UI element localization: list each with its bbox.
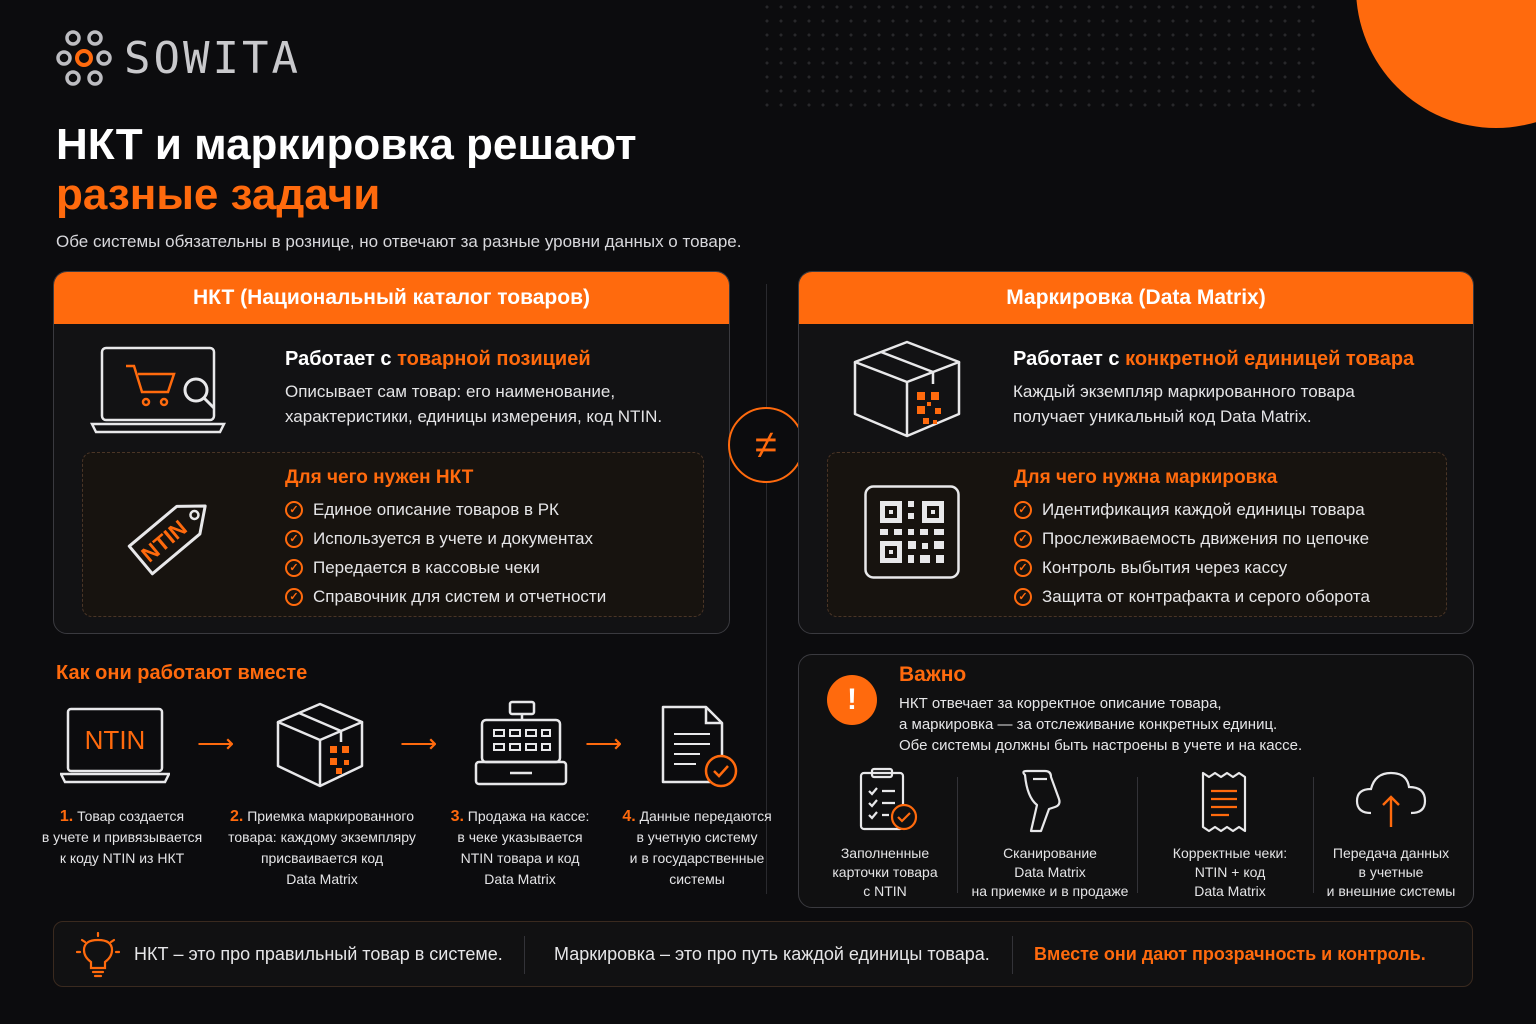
marking-desc-line2: получает уникальный код Data Matrix.	[1013, 407, 1312, 426]
page-title-line2: разные задачи	[56, 170, 381, 219]
step-1: 1. Товар создается в учете и привязывается к коду NTIN из НКТ	[41, 808, 203, 866]
footer-bar	[53, 921, 1473, 987]
footer-text-1: НКТ – это про правильный товар в системе.	[134, 944, 503, 964]
nkt-card	[53, 271, 730, 634]
divider	[1012, 936, 1013, 974]
ntin-tag-icon	[121, 481, 225, 585]
marking-heading-highlight: конкретной единицей товара	[1125, 348, 1415, 370]
marking-purpose-list	[1014, 495, 1370, 611]
check-icon: ✓	[1014, 530, 1032, 548]
important-item-2: Сканирование Data Matrix на приемке и в продаже	[971, 845, 1129, 899]
list-item: ✓ Справочник для систем и отчетности	[285, 582, 606, 611]
nkt-heading	[285, 348, 591, 371]
together-title: Как они работают вместе	[56, 662, 308, 684]
arrow-right-icon: ⟶	[585, 728, 623, 758]
marking-description	[1013, 379, 1355, 429]
important-item-3: Корректные чеки: NTIN + код Data Matrix	[1172, 845, 1288, 899]
laptop-ntin-icon	[60, 706, 170, 786]
not-equal-icon: ≠	[728, 407, 804, 483]
nkt-purpose-title: Для чего нужен НКТ	[285, 467, 474, 488]
marking-card	[798, 271, 1474, 634]
nkt-desc-line1: Описывает сам товар: его наименование,	[285, 382, 616, 401]
footer-text-3: Вместе они дают прозрачность и контроль.	[1034, 944, 1426, 964]
nkt-heading-prefix: Работает с	[285, 348, 398, 370]
receipt-icon	[1199, 769, 1249, 835]
cloud-upload-icon	[1353, 769, 1429, 831]
nkt-desc-line2: характеристики, единицы измерения, код NTIN.	[285, 407, 663, 426]
list-item: ✓ Используется в учете и документах	[285, 524, 606, 553]
list-item: ✓ Защита от контрафакта и серого оборота	[1014, 582, 1370, 611]
document-check-icon	[660, 704, 740, 790]
brand-name: SOWITA	[124, 32, 301, 84]
marking-card-header: Маркировка (Data Matrix)	[799, 272, 1473, 324]
nkt-purpose-list	[285, 495, 606, 611]
important-item-1: Заполненные карточки товара с NTIN	[832, 845, 938, 899]
check-icon: ✓	[285, 559, 303, 577]
important-card	[798, 654, 1474, 908]
marking-heading	[1013, 348, 1414, 371]
divider-line	[766, 284, 767, 894]
logo-icon	[56, 28, 112, 88]
laptop-cart-icon	[90, 344, 226, 436]
step-3: 3. Продажа на кассе: в чеке указывается NTIN товара и код Data Matrix	[450, 808, 590, 887]
exclamation-icon: !	[827, 675, 877, 725]
cash-register-icon	[474, 700, 568, 788]
ntin-tag-label: NTIN	[136, 515, 192, 568]
clipboard-check-icon	[857, 767, 919, 833]
important-text: НКТ отвечает за корректное описание товара, а маркировка — за отслеживание конкретных единиц. Обе системы должны быть настроены в учете и на кассе.	[899, 695, 1303, 754]
arrow-right-icon: ⟶	[197, 728, 235, 758]
check-icon: ✓	[1014, 559, 1032, 577]
footer-text-2: Маркировка – это про путь каждой единицы товара.	[554, 944, 990, 964]
scanner-icon	[1019, 769, 1071, 835]
arrow-right-icon: ⟶	[400, 728, 438, 758]
page-title-line1: НКТ и маркировка решают	[56, 120, 637, 169]
nkt-heading-highlight: товарной позицией	[397, 348, 591, 370]
nkt-purpose-box	[82, 452, 704, 617]
list-item: ✓ Идентификация каждой единицы товара	[1014, 495, 1370, 524]
check-icon: ✓	[285, 588, 303, 606]
box-icon	[272, 700, 368, 790]
marking-desc-line1: Каждый экземпляр маркированного товара	[1013, 382, 1355, 401]
logo	[56, 28, 301, 88]
laptop-ntin-label: NTIN	[84, 725, 146, 755]
nkt-description	[285, 379, 662, 429]
check-icon: ✓	[285, 501, 303, 519]
nkt-card-header: НКТ (Национальный каталог товаров)	[54, 272, 729, 324]
check-icon: ✓	[1014, 501, 1032, 519]
list-item: ✓ Контроль выбытия через кассу	[1014, 553, 1370, 582]
list-item: ✓ Единое описание товаров в РК	[285, 495, 606, 524]
marking-purpose-title: Для чего нужна маркировка	[1014, 467, 1278, 488]
box-datamatrix-icon	[847, 336, 967, 442]
important-title: Важно	[899, 663, 967, 686]
list-item: ✓ Передается в кассовые чеки	[285, 553, 606, 582]
check-icon: ✓	[1014, 588, 1032, 606]
qr-code-icon	[864, 485, 960, 579]
orange-circle-decoration	[1356, 0, 1536, 128]
list-item: ✓ Прослеживаемость движения по цепочке	[1014, 524, 1370, 553]
divider	[524, 936, 525, 974]
dot-pattern	[760, 0, 1320, 110]
lightbulb-icon	[76, 932, 120, 980]
step-4: 4. Данные передаются в учетную систему и в государственные системы	[622, 808, 772, 887]
important-item-4: Передача данных в учетные и внешние системы	[1326, 845, 1456, 899]
check-icon: ✓	[285, 530, 303, 548]
step-2: 2. Приемка маркированного товара: каждому экземпляру присваивается код Data Matrix	[228, 808, 416, 887]
marking-heading-prefix: Работает с	[1013, 348, 1126, 370]
page-subtitle: Обе системы обязательны в рознице, но отвечают за разные уровни данных о товаре.	[56, 232, 742, 251]
marking-purpose-box	[827, 452, 1447, 617]
